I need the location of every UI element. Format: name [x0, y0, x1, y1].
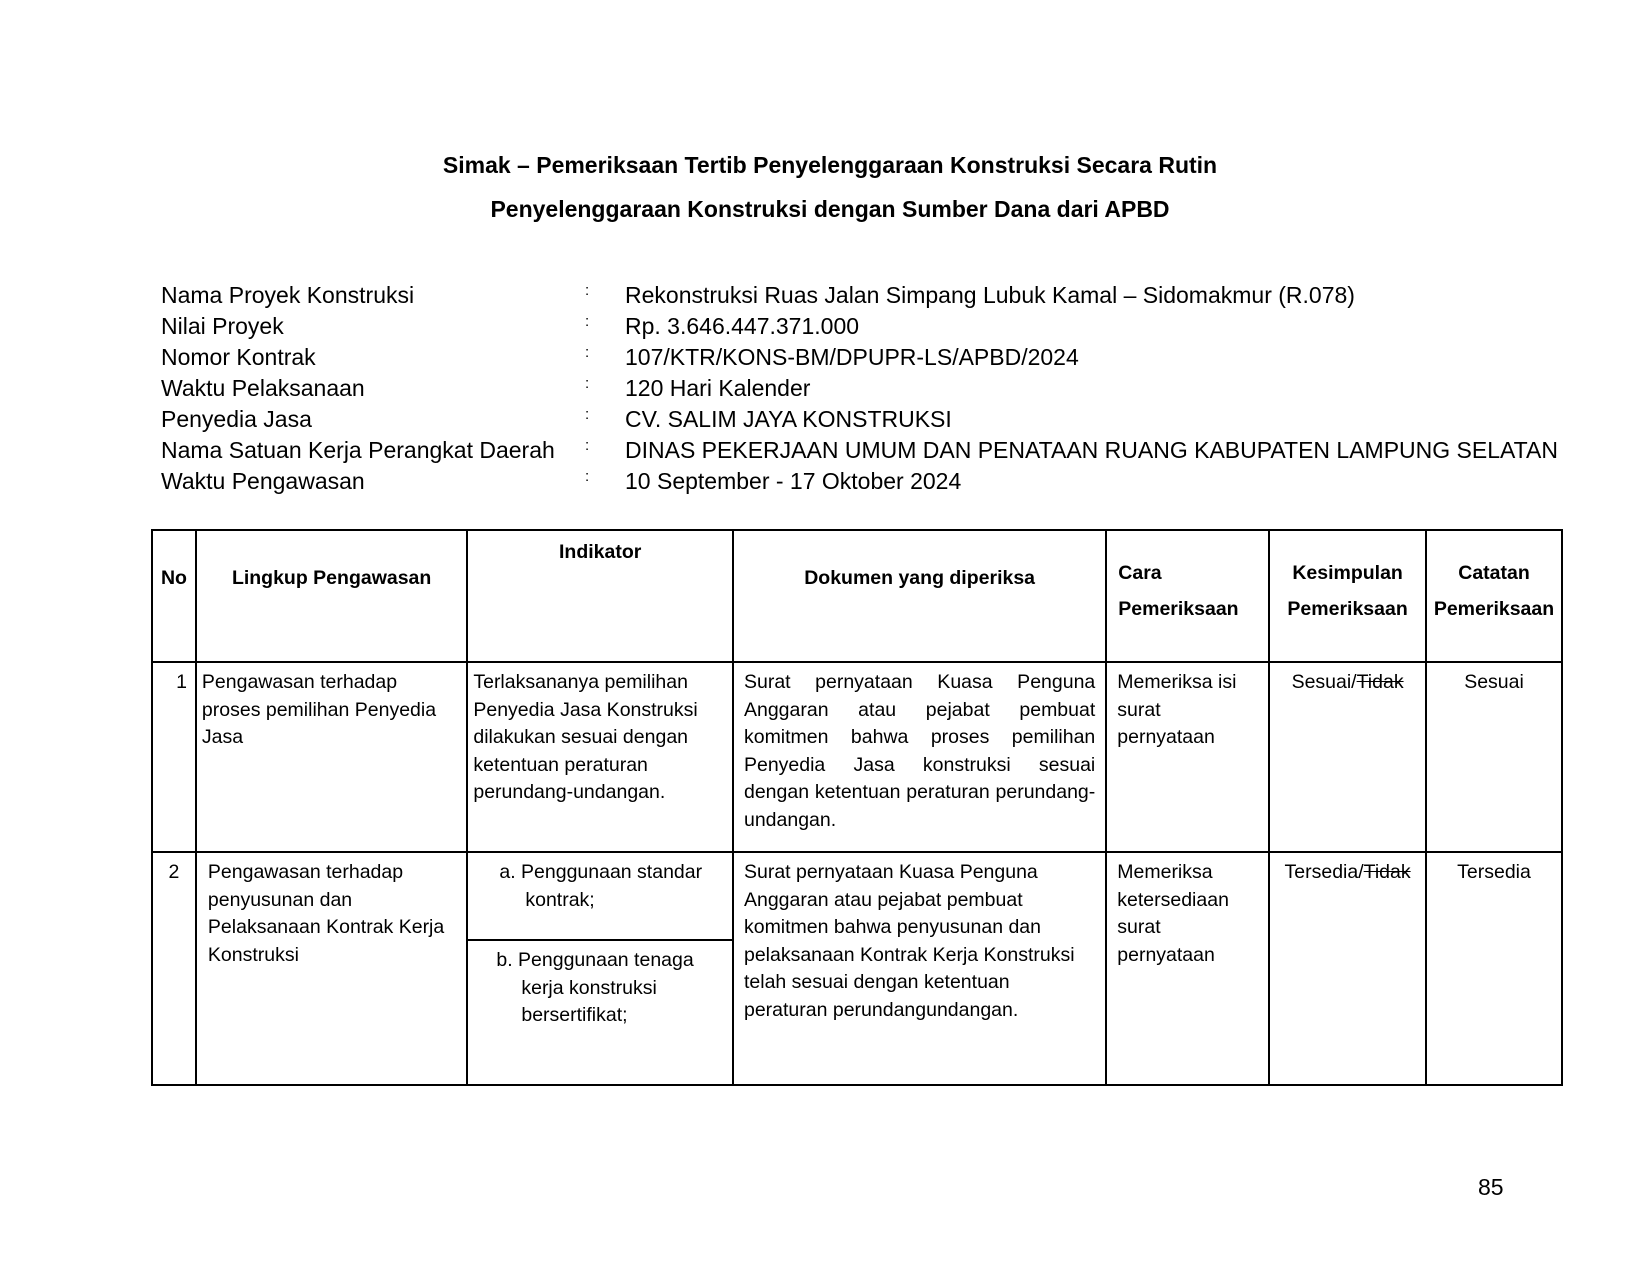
page-subtitle: Penyelenggaraan Konstruksi dengan Sumber Dana dari APBD: [490, 196, 1170, 222]
meta-value: DINAS PEKERJAAN UMUM DAN PENATAAN RUANG KABUPATEN LAMPUNG SELATAN: [625, 437, 1558, 463]
meta-value: Rp. 3.646.447.371.000: [625, 313, 860, 339]
header-dokumen: Dokumen yang diperiksa: [733, 530, 1106, 662]
cell-indikator-a: [467, 852, 733, 940]
meta-label: Nilai Proyek: [161, 313, 284, 339]
cell-kesimpulan: [1269, 662, 1426, 852]
cell-dokumen: Surat pernyataan Kuasa Penguna Anggaran atau pejabat pembuat komitmen bahwa proses pemilihan Penyedia Jasa konstruksi sesuai dengan ketentuan peraturan perundang-undangan.: [733, 662, 1106, 852]
meta-value: 107/KTR/KONS-BM/DPUPR-LS/APBD/2024: [625, 344, 1079, 370]
meta-colon: :: [585, 313, 590, 330]
kesimpulan-selected: Tersedia/: [1284, 861, 1364, 883]
cell-indikator-b: [467, 940, 733, 1085]
meta-value: 120 Hari Kalender: [625, 375, 811, 401]
meta-label: Nomor Kontrak: [161, 344, 316, 370]
cell-kesimpulan: [1269, 852, 1426, 1085]
page-number: 85: [1478, 1174, 1504, 1200]
meta-value: 10 September - 17 Oktober 2024: [625, 468, 962, 494]
header-catatan-line1: Catatan: [1458, 562, 1530, 584]
header-cara-line1: Cara: [1118, 562, 1162, 584]
indikator-b-text: b. Penggunaan tenaga kerja konstruksi bersertifikat;: [496, 949, 694, 1026]
meta-colon: :: [585, 468, 590, 485]
kesimpulan-struck: Tidak: [1356, 671, 1404, 693]
service-provider-row: [161, 404, 1558, 435]
header-cara-line2: Pemeriksaan: [1118, 598, 1239, 620]
table-row: [152, 662, 1562, 852]
meta-label: Nama Satuan Kerja Perangkat Daerah: [161, 437, 555, 463]
cell-lingkup: Pengawasan terhadap penyusunan dan Pelaksanaan Kontrak Kerja Konstruksi: [196, 852, 467, 1085]
inspection-table: [151, 529, 1563, 1086]
meta-label: Waktu Pengawasan: [161, 468, 365, 494]
header-indikator: Indikator: [467, 530, 733, 662]
supervision-time-row: [161, 466, 1558, 497]
cell-no: 2: [152, 852, 196, 1085]
kesimpulan-selected: Sesuai/: [1291, 671, 1357, 693]
header-catatan-line2: Pemeriksaan: [1433, 598, 1555, 620]
meta-label: Penyedia Jasa: [161, 406, 312, 432]
cell-catatan: Sesuai: [1426, 662, 1562, 852]
header-lingkup: Lingkup Pengawasan: [196, 530, 467, 662]
meta-value: CV. SALIM JAYA KONSTRUKSI: [625, 406, 952, 432]
meta-label: Nama Proyek Konstruksi: [161, 282, 415, 308]
cell-no: 1: [152, 662, 196, 852]
meta-colon: :: [585, 437, 590, 454]
work-unit-row: [161, 435, 1558, 466]
meta-colon: :: [585, 344, 590, 361]
execution-time-row: [161, 373, 1558, 404]
contract-number-row: [161, 342, 1558, 373]
header-cara: [1106, 530, 1269, 662]
kesimpulan-struck: Tidak: [1363, 861, 1411, 883]
project-info: [161, 280, 1558, 497]
meta-label: Waktu Pelaksanaan: [161, 375, 365, 401]
header-kesimpulan-line1: Kesimpulan: [1292, 562, 1403, 584]
table-row: [152, 852, 1562, 940]
header-no: No: [152, 530, 196, 662]
meta-colon: :: [585, 375, 590, 392]
meta-value: Rekonstruksi Ruas Jalan Simpang Lubuk Kamal – Sidomakmur (R.078): [625, 282, 1355, 308]
table-header-row: [152, 530, 1562, 662]
cell-cara: Memeriksa isi surat pernyataan: [1106, 662, 1269, 852]
header-kesimpulan-line2: Pemeriksaan: [1287, 598, 1408, 620]
cell-dokumen: Surat pernyataan Kuasa Penguna Anggaran atau pejabat pembuat komitmen bahwa penyusunan dan pelaksanaan Kontrak Kerja Konstruksi telah sesuai dengan ketentuan peraturan perundangundangan.: [733, 852, 1106, 1085]
project-name-row: [161, 280, 1558, 311]
cell-indikator: Terlaksananya pemilihan Penyedia Jasa Konstruksi dilakukan sesuai dengan ketentuan peraturan perundang-undangan.: [467, 662, 733, 852]
indikator-a-text: a. Penggunaan standar kontrak;: [499, 861, 703, 911]
page-title: Simak – Pemeriksaan Tertib Penyelenggaraan Konstruksi Secara Rutin: [442, 152, 1218, 178]
cell-cara: Memeriksa ketersediaan surat pernyataan: [1106, 852, 1269, 1085]
meta-colon: :: [585, 282, 590, 299]
header-kesimpulan: [1269, 530, 1426, 662]
header-catatan: [1426, 530, 1562, 662]
project-value-row: [161, 311, 1558, 342]
cell-lingkup: Pengawasan terhadap proses pemilihan Penyedia Jasa: [196, 662, 467, 852]
cell-catatan: Tersedia: [1426, 852, 1562, 1085]
meta-colon: :: [585, 406, 590, 423]
